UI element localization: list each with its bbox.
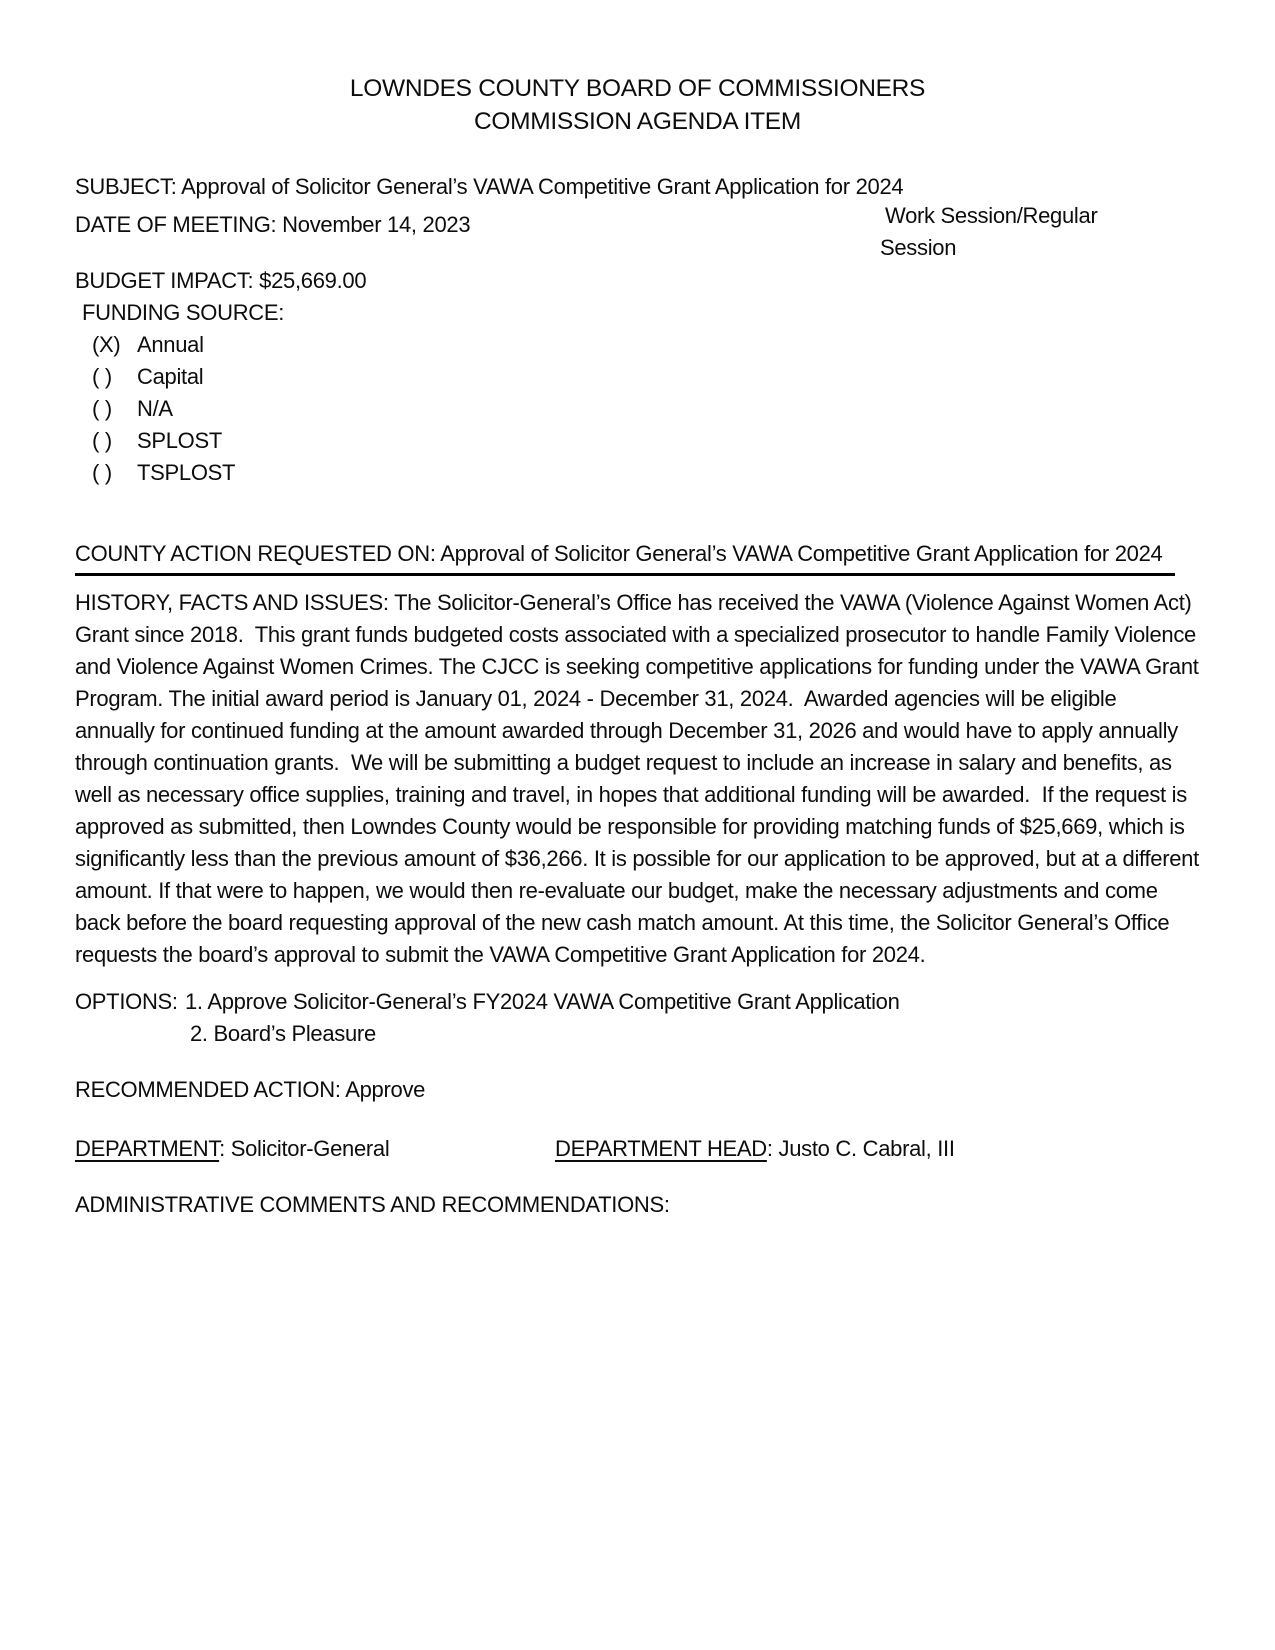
department-field	[75, 1133, 555, 1165]
funding-option-annual	[92, 329, 1200, 361]
checkbox-empty-marker: ( )	[92, 364, 112, 389]
funding-option-splost	[92, 425, 1200, 457]
funding-option-capital	[92, 361, 1200, 393]
checkbox-checked-marker: (X)	[92, 332, 121, 357]
funding-option-tsplost	[92, 457, 1200, 489]
funding-option-label: Annual	[137, 332, 204, 357]
funding-option-label: SPLOST	[137, 428, 223, 453]
budget-impact: BUDGET IMPACT: $25,669.00	[75, 268, 367, 293]
funding-source-label: FUNDING SOURCE:	[82, 300, 285, 325]
history-facts-issues: HISTORY, FACTS AND ISSUES: The Solicitor-General’s Office has received the VAWA (Violence Against Women Act) Grant since 2018. This grant funds budgeted costs associated with a specialized prosecutor to handle Family Violence and Violence Against Women Crimes. The CJCC is seeking competitive applications for funding under the VAWA Grant Program. The initial award period is January 01, 2024 - December 31, 2024. Awarded agencies will be eligible annually for continued funding at the amount awarded through December 31, 2026 and would have to apply annually through continuation grants. We will be submitting a budget request to include an increase in salary and benefits, as well as necessary office supplies, training and travel, in hopes that additional funding will be awarded. If the request is approved as submitted, then Lowndes County would be responsible for providing matching funds of $25,669, which is significantly less than the previous amount of $36,266. It is possible for our application to be approved, but at a different amount. If that were to happen, we would then re-evaluate our budget, make the necessary adjustments and come back before the board requesting approval of the new cash match amount. At this time, the Solicitor General’s Office requests the board’s approval to submit the VAWA Competitive Grant Application for 2024.	[75, 590, 1205, 967]
option-item-1: 1. Approve Solicitor-General’s FY2024 VAWA Competitive Grant Application	[185, 989, 900, 1014]
funding-option-label: TSPLOST	[137, 460, 236, 485]
session-type: Work Session/Regular Session	[880, 203, 1098, 260]
meeting-date: DATE OF MEETING: November 14, 2023	[75, 212, 471, 237]
administrative-comments-label: ADMINISTRATIVE COMMENTS AND RECOMMENDATIONS:	[75, 1192, 670, 1217]
checkbox-empty-marker: ( )	[92, 396, 112, 421]
options-items	[185, 986, 1200, 1050]
department-head-field	[555, 1133, 955, 1165]
department-value: : Solicitor-General	[219, 1136, 390, 1161]
options-label: OPTIONS:	[75, 989, 178, 1014]
funding-option-label: N/A	[137, 396, 173, 421]
checkbox-empty-marker: ( )	[92, 460, 112, 485]
option-item-2: 2. Board’s Pleasure	[190, 1021, 376, 1046]
funding-option-label: Capital	[137, 364, 204, 389]
department-head-value: : Justo C. Cabral, III	[766, 1136, 955, 1161]
document-title-line1: LOWNDES COUNTY BOARD OF COMMISSIONERS	[349, 75, 926, 102]
department-label: DEPARTMENT	[75, 1136, 220, 1161]
options-section	[75, 986, 1200, 1050]
subject-line: SUBJECT: Approval of Solicitor General’s VAWA Competitive Grant Application for 2024	[75, 174, 904, 199]
funding-source-list	[92, 329, 1200, 489]
department-head-label: DEPARTMENT HEAD	[555, 1136, 767, 1161]
department-row	[75, 1133, 1200, 1165]
recommended-action: RECOMMENDED ACTION: Approve	[75, 1077, 426, 1102]
funding-option-na	[92, 393, 1200, 425]
document-title-line2: COMMISSION AGENDA ITEM	[474, 108, 801, 135]
county-action-requested: COUNTY ACTION REQUESTED ON: Approval of Solicitor General’s VAWA Competitive Grant Application for 2024	[75, 538, 1175, 576]
checkbox-empty-marker: ( )	[92, 428, 112, 453]
meeting-date-row	[75, 203, 1200, 260]
